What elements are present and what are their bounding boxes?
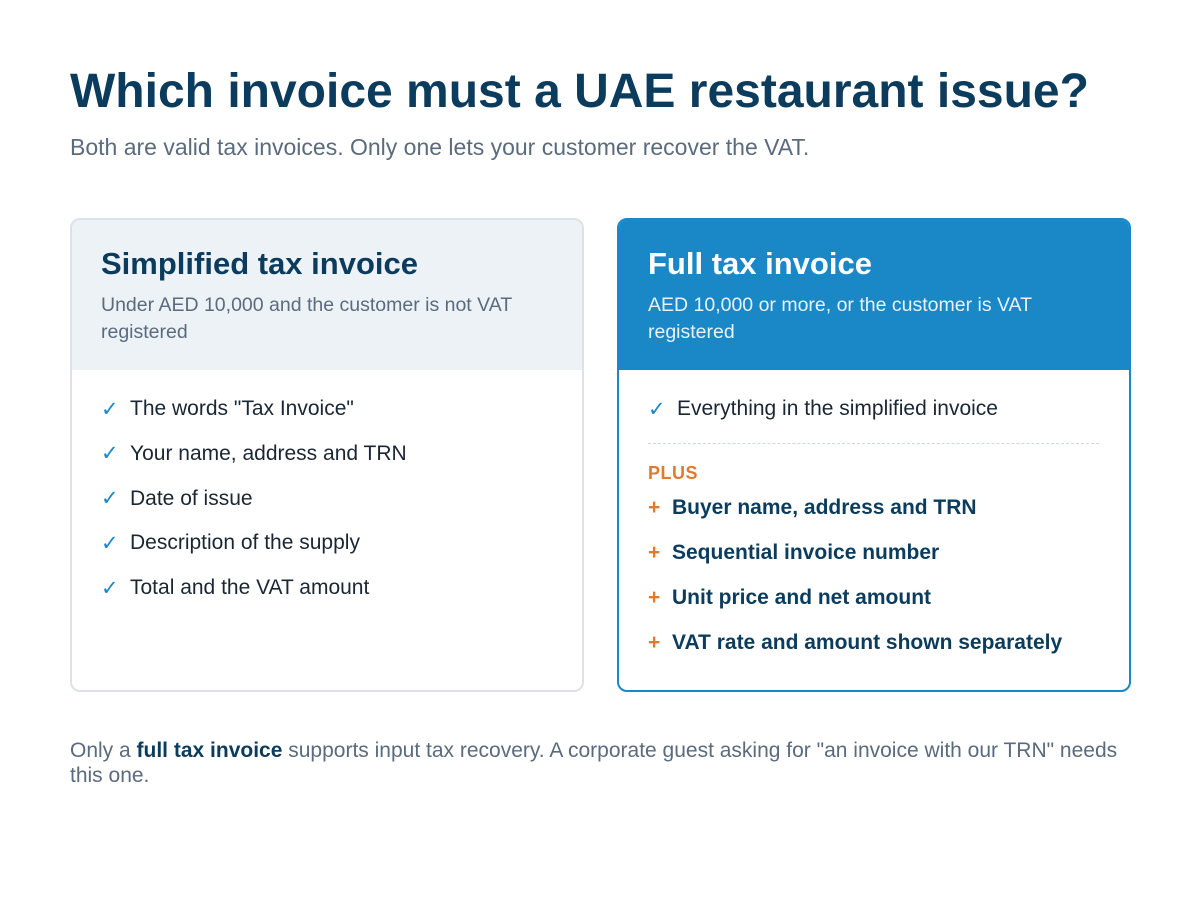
list-item xyxy=(101,573,552,603)
check-icon: ✓ xyxy=(101,397,119,421)
check-icon: ✓ xyxy=(101,487,119,511)
full-card-description: AED 10,000 or more, or the customer is VAT registered xyxy=(648,294,1032,343)
list-item xyxy=(648,583,1099,613)
footer-emphasis: full tax invoice xyxy=(136,739,283,762)
comparison-cards xyxy=(70,218,1131,692)
list-item-text: The words "Tax Invoice" xyxy=(130,397,354,420)
list-item xyxy=(648,538,1099,568)
plus-icon: + xyxy=(648,631,661,654)
list-item xyxy=(648,493,1099,523)
list-item xyxy=(101,484,552,514)
full-invoice-card xyxy=(617,218,1131,692)
simplified-card-body xyxy=(72,370,582,603)
plus-label: PLUS xyxy=(648,463,699,483)
plus-icon: + xyxy=(648,541,661,564)
simplified-card-header xyxy=(72,220,582,370)
simplified-invoice-card xyxy=(70,218,584,692)
dashed-divider xyxy=(648,443,1099,444)
footer-suffix: supports input tax recovery. A corporate guest asking for "an invoice with our TRN" needs this one. xyxy=(70,739,1118,787)
check-icon: ✓ xyxy=(101,442,119,466)
plus-icon: + xyxy=(648,586,661,609)
list-item xyxy=(101,394,552,424)
full-extra-requirements-list xyxy=(648,493,1099,658)
simplified-card-title: Simplified tax invoice xyxy=(101,246,418,281)
list-item xyxy=(101,528,552,558)
footer-prefix: Only a xyxy=(70,739,137,762)
list-item-text: Date of issue xyxy=(130,486,253,510)
simplified-requirements-list xyxy=(101,394,552,603)
full-card-body xyxy=(619,370,1129,658)
check-icon: ✓ xyxy=(648,397,666,421)
full-card-title: Full tax invoice xyxy=(648,246,872,281)
list-item-text: Your name, address and TRN xyxy=(130,441,407,465)
simplified-card-description: Under AED 10,000 and the customer is not VAT registered xyxy=(101,294,512,343)
list-item xyxy=(101,439,552,469)
list-item-text: Sequential invoice number xyxy=(672,541,940,564)
full-base-list xyxy=(648,394,1099,424)
footer-note xyxy=(70,738,1140,788)
list-item xyxy=(648,628,1099,658)
check-icon: ✓ xyxy=(101,531,119,555)
page-subtitle: Both are valid tax invoices. Only one lets your customer recover the VAT. xyxy=(70,134,810,160)
list-item-text: Buyer name, address and TRN xyxy=(672,496,977,519)
list-item-text: Total and the VAT amount xyxy=(130,576,370,600)
list-item xyxy=(648,394,1099,424)
list-item-text: VAT rate and amount shown separately xyxy=(672,631,1063,654)
full-card-header xyxy=(619,220,1129,370)
list-item-text: Unit price and net amount xyxy=(672,586,932,609)
plus-icon: + xyxy=(648,496,661,519)
list-item-text: Everything in the simplified invoice xyxy=(677,397,998,420)
list-item-text: Description of the supply xyxy=(130,531,360,555)
check-icon: ✓ xyxy=(101,576,119,600)
page-title: Which invoice must a UAE restaurant issue? xyxy=(70,65,1089,118)
